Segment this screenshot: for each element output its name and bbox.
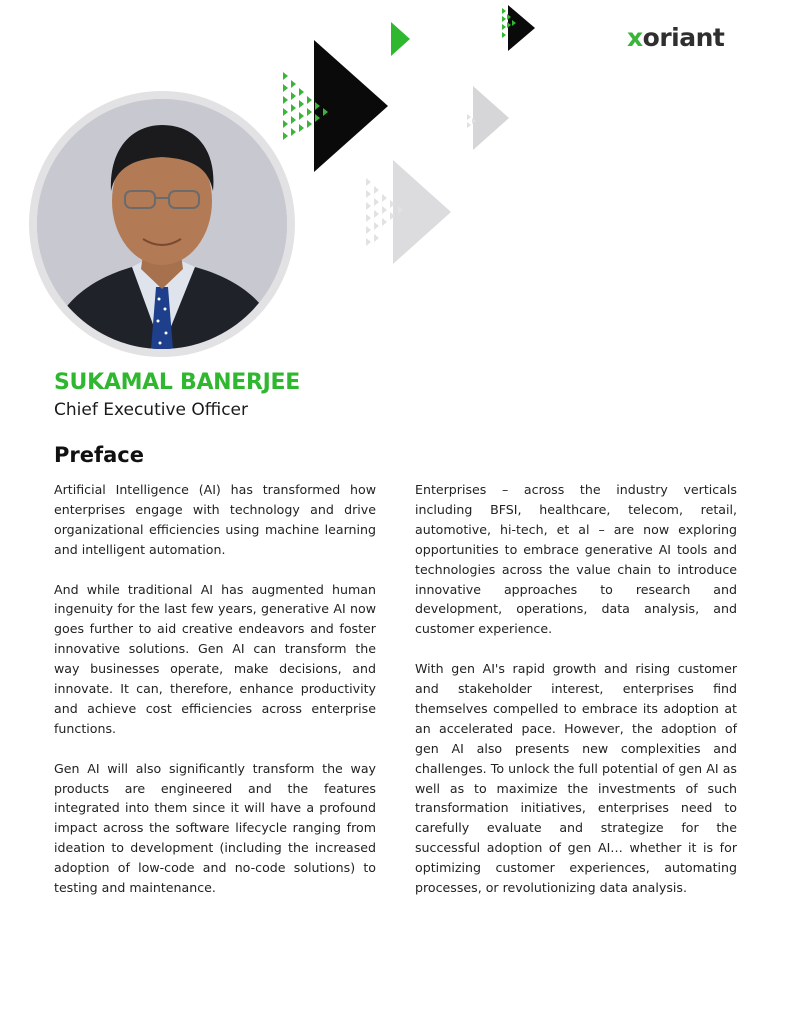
person-role: Chief Executive Officer — [54, 400, 248, 420]
section-title: Preface — [54, 443, 144, 467]
xoriant-logo — [627, 22, 724, 54]
paragraph: With gen AI's rapid growth and rising customer and stakeholder interest, enterprises find themselves compelled to embrace its adoption at an accelerated pace. However, the adoption of gen AI also presents new complexities and challenges. To unlock the full potential of gen AI as well as to maximize the investments of such transformation initiatives, enterprises need to carefully evaluate and strategize for the successful adoption of gen AI… whether it is for optimizing customer experiences, automating processes, or revolutionizing data analysis. — [415, 661, 737, 896]
portrait-photo — [37, 99, 287, 349]
gray-triangle-lower — [393, 160, 451, 264]
paragraph: Gen AI will also significantly transform the way products are engineered and the features integrated into them since it will have a profound impact across the software lifecycle ranging from ideation to development (including the increased adoption of low-code and no-code solutions) to testing and maintenance. — [54, 760, 376, 896]
logo-x-mark: x — [627, 23, 643, 52]
body-column-right — [415, 480, 737, 918]
black-triangle-large — [314, 40, 388, 172]
body-column-left — [54, 480, 376, 918]
paragraph: Artificial Intelligence (AI) has transformed how enterprises engage with technology and drive organizational efficiencies using machine learning and intelligent automation. — [54, 482, 376, 557]
paragraph: And while traditional AI has augmented human ingenuity for the last few years, generative AI now goes further to aid creative endeavors and foster innovative solutions. Gen AI can transform the way businesses operate, make decisions, and innovate. It can, therefore, enhance productivity and achieve cost efficiencies across enterprise functions. — [54, 581, 376, 736]
paragraph: Enterprises – across the industry verticals including BFSI, healthcare, telecom, retail, automotive, hi-tech, et al – are now exploring opportunities to embrace generative AI tools and technologies across the value chain to introduce innovative approaches to research and development, operations, data analysis, and customer experience. — [415, 482, 737, 637]
gray-triangle-right — [473, 86, 509, 150]
black-triangle-small — [508, 5, 535, 51]
portrait-illustration — [37, 99, 287, 349]
logo-wordmark: oriant — [642, 23, 725, 52]
person-name: SUKAMAL BANERJEE — [54, 370, 300, 395]
green-triangle-small — [391, 22, 410, 56]
